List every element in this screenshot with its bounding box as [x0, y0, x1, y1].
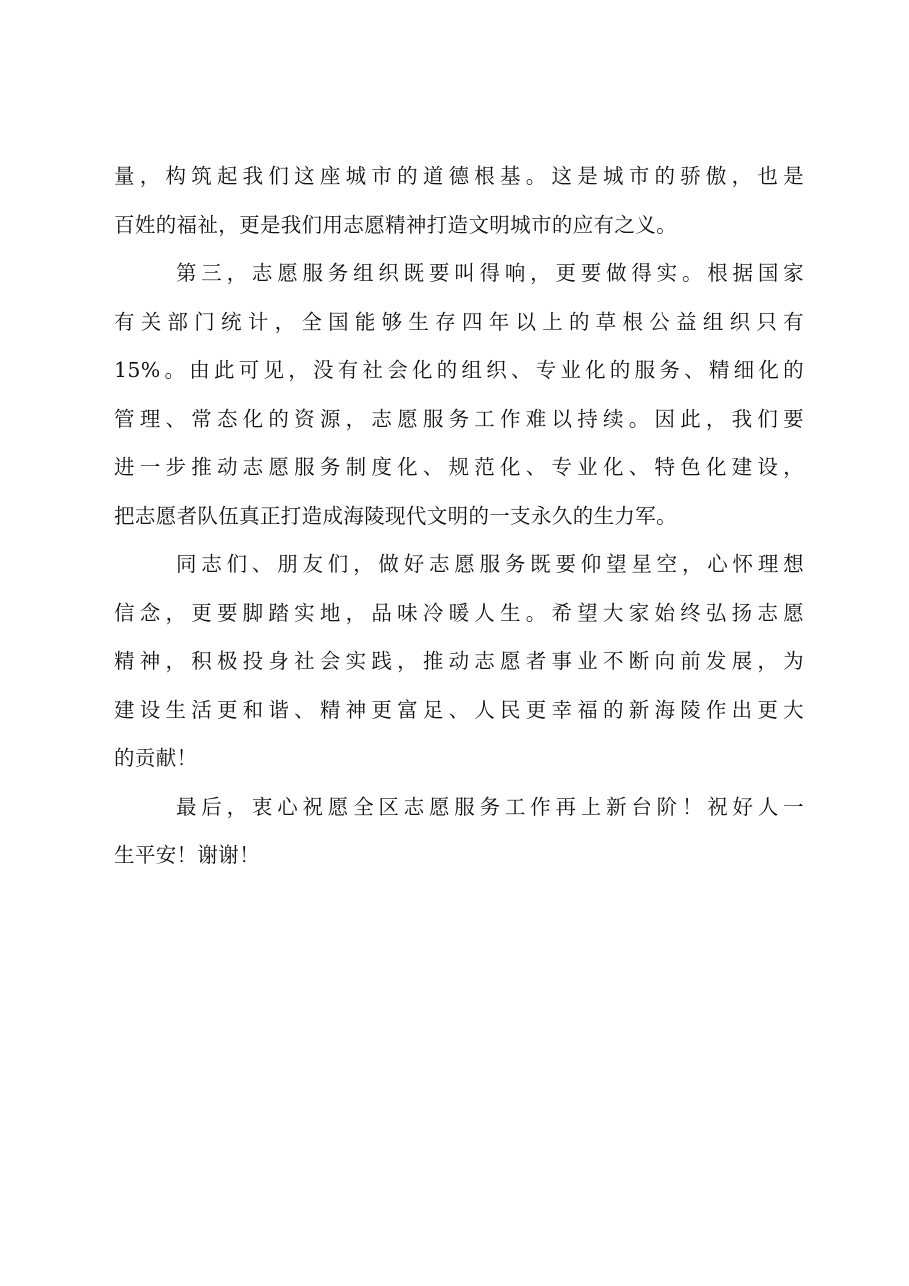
paragraph-line: 有关部门统计，全国能够生存四年以上的草根公益组织只有	[114, 309, 804, 334]
paragraph-line: 最后，衷心祝愿全区志愿服务工作再上新台阶！祝好人一	[176, 794, 804, 819]
paragraph-line: 进一步推动志愿服务制度化、规范化、专业化、特色化建设，	[114, 455, 804, 479]
paragraph-line: 把志愿者队伍真正打造成海陵现代文明的一支永久的生力军。	[114, 503, 677, 528]
paragraph-line: 管理、常态化的资源，志愿服务工作难以持续。因此，我们要	[114, 406, 804, 431]
paragraph-line: 同志们、朋友们，做好志愿服务既要仰望星空，心怀理想	[176, 552, 804, 576]
paragraph-line: 精神，积极投身社会实践，推动志愿者事业不断向前发展，为	[114, 649, 804, 673]
paragraph-line: 百姓的福祉，更是我们用志愿精神打造文明城市的应有之义。	[114, 212, 677, 237]
paragraph-line: 15%。由此可见，没有社会化的组织、专业化的服务、精细化的	[114, 358, 804, 382]
paragraph-line: 信念，更要脚踏实地，品味冷暖人生。希望大家始终弘扬志愿	[114, 600, 804, 625]
paragraph-line: 第三，志愿服务组织既要叫得响，更要做得实。根据国家	[176, 261, 804, 285]
paragraph-line: 生平安！谢谢！	[114, 843, 260, 867]
paragraph-line: 的贡献！	[114, 746, 198, 770]
paragraph-line: 量，构筑起我们这座城市的道德根基。这是城市的骄傲，也是	[114, 164, 804, 188]
paragraph-line: 建设生活更和谐、精神更富足、人民更幸福的新海陵作出更大	[114, 697, 804, 722]
document-body	[114, 152, 804, 880]
